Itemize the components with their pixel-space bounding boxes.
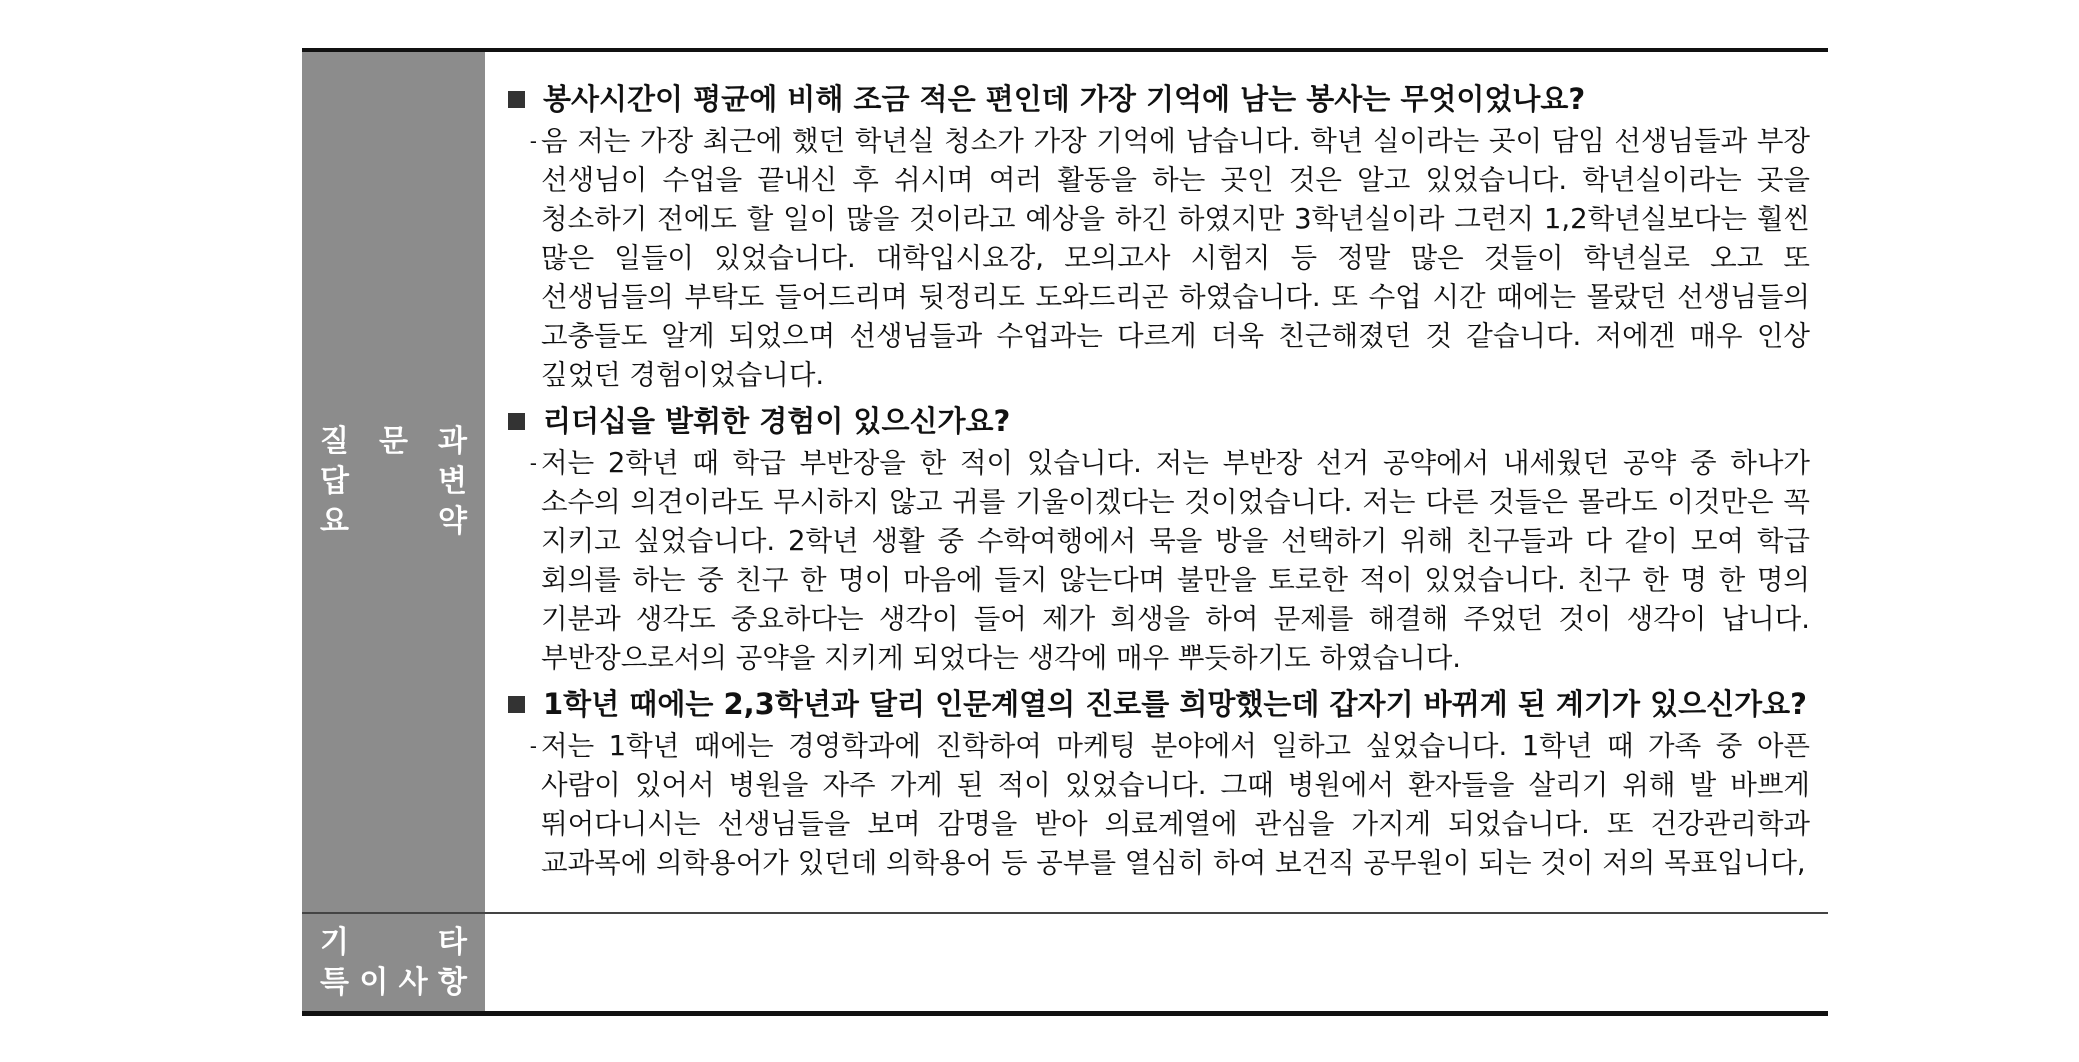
label-char: 기: [320, 924, 349, 960]
dash-marker: -: [529, 129, 537, 153]
label-char: 이: [359, 964, 389, 1000]
label-char: 약: [438, 504, 467, 539]
label-char: 특: [320, 964, 349, 1000]
qa-summary-row: [302, 52, 1828, 914]
label-char: 변: [438, 464, 467, 499]
label-char: 요: [320, 504, 349, 539]
square-bullet-icon: [508, 696, 525, 713]
label-char: 질: [320, 424, 349, 459]
label-char: 사: [398, 964, 428, 1000]
answer-text: 저는 1학년 때에는 경영학과에 진학하여 마케팅 분야에서 일하고 싶었습니다. 1학년 때 가족 중 아픈 사람이 있어서 병원을 자주 가게 된 적이 있었습니다. 그때 병원에서 환자들을 살리기 위해 발 바쁘게 뛰어다니시는 선생님들을 보며 감명을 받아 의료계열에 관심을 가지게 되었습니다. 또 건강관리학과 교과목에 의학용어가 있던데 의학용어 등 공부를 열심히 하여 보건직 공무원이 되는 것이 저의 목표입니다,: [541, 730, 1810, 879]
square-bullet-icon: [508, 413, 525, 430]
question: [505, 402, 1810, 440]
label-line: [320, 963, 467, 1003]
qa-summary-label: [302, 52, 485, 912]
question: [505, 685, 1810, 723]
dash-marker: -: [529, 734, 537, 758]
question: [505, 80, 1810, 118]
label-char: 과: [438, 424, 467, 459]
answer: [505, 444, 1810, 678]
qa-item: [505, 402, 1810, 678]
dash-marker: -: [529, 451, 537, 475]
answer-text: 저는 2학년 때 학급 부반장을 한 적이 있습니다. 저는 부반장 선거 공약에서 내세웠던 공약 중 하나가 소수의 의견이라도 무시하지 않고 귀를 기울이겠다는 것이었습니다. 저는 다른 것들은 몰라도 이것만은 꼭 지키고 싶었습니다. 2학년 생활 중 수학여행에서 묵을 방을 선택하기 위해 친구들과 다 같이 모여 학급 회의를 하는 중 친구 한 명이 마음에 들지 않는다며 불만을 토로한 적이 있었습니다. 친구 한 명 한 명의 기분과 생각도 중요하다는 생각이 들어 제가 희생을 하여 문제를 해결해 주었던 것이 생각이 납니다. 부반장으로서의 공약을 지키게 되었다는 생각에 매우 뿌듯하기도 하였습니다.: [541, 447, 1810, 674]
answer: [505, 122, 1810, 395]
qa-item: [505, 685, 1810, 883]
answer: [505, 727, 1810, 883]
label-line: [320, 923, 467, 963]
label-line: [320, 502, 467, 542]
label-char: 답: [320, 464, 349, 499]
label-line: [320, 462, 467, 502]
question-text: 리더십을 발휘한 경험이 있으신가요?: [543, 404, 1011, 438]
remarks-label: [302, 914, 485, 1011]
interview-summary-table: [302, 48, 1828, 1016]
label-line: [320, 422, 467, 462]
label-char: 문: [379, 424, 408, 459]
remarks-content: [485, 914, 1828, 1011]
remarks-row: [302, 914, 1828, 1011]
square-bullet-icon: [508, 91, 525, 108]
answer-text: 음 저는 가장 최근에 했던 학년실 청소가 가장 기억에 남습니다. 학년 실이라는 곳이 담임 선생님들과 부장 선생님이 수업을 끝내신 후 쉬시며 여러 활동을 하는 곳인 것은 알고 있었습니다. 학년실이라는 곳을 청소하기 전에도 할 일이 많을 것이라고 예상을 하긴 하였지만 3학년실이라 그런지 1,2학년실보다는 훨씬 많은 일들이 있었습니다. 대학입시요강, 모의고사 시험지 등 정말 많은 것들이 학년실로 오고 또 선생님들의 부탁도 들어드리며 뒷정리도 도와드리곤 하였습니다. 또 수업 시간 때에는 몰랐던 선생님들의 고충들도 알게 되었으며 선생님들과 수업과는 다르게 더욱 친근해졌던 것 같습니다. 저에겐 매우 인상 깊었던 경험이었습니다.: [541, 125, 1810, 391]
question-text: 봉사시간이 평균에 비해 조금 적은 편인데 가장 기억에 남는 봉사는 무엇이었나요?: [543, 82, 1586, 116]
label-char: 항: [437, 964, 467, 1000]
question-text: 1학년 때에는 2,3학년과 달리 인문계열의 진로를 희망했는데 갑자기 바뀌게 된 계기가 있으신가요?: [543, 687, 1807, 721]
qa-item: [505, 80, 1810, 395]
label-char: 타: [438, 924, 467, 960]
qa-summary-content: [485, 52, 1828, 912]
